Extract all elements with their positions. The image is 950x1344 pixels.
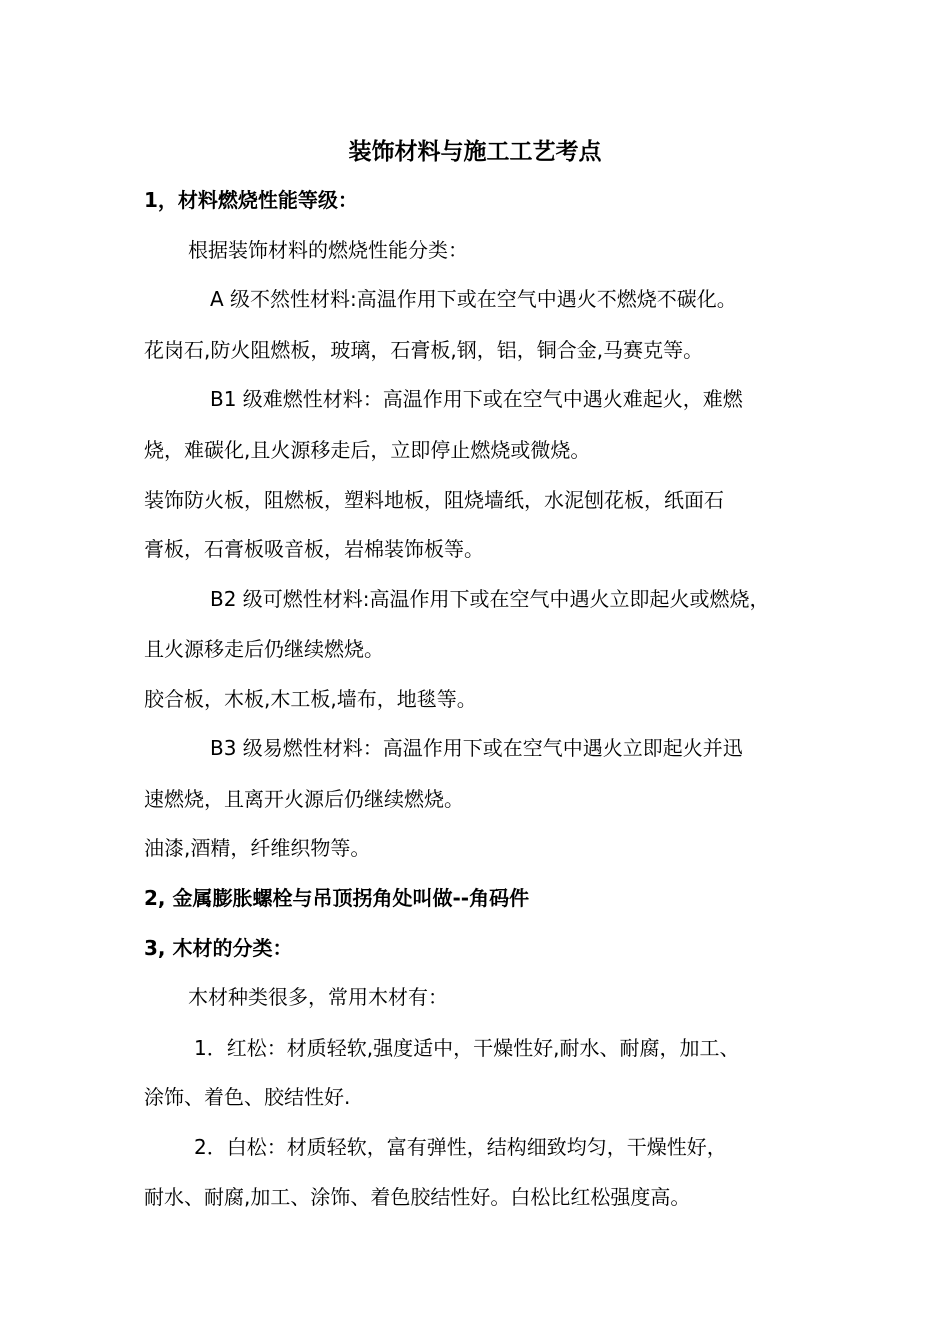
paragraph-line: B2 级可燃性材料:高温作用下或在空气中遇火立即起火或燃烧，: [210, 587, 770, 611]
paragraph-line: 耐水、耐腐,加工、涂饰、着色胶结性好。白松比红松强度高。: [144, 1185, 691, 1209]
paragraph-line: 且火源移走后仍继续燃烧。: [144, 637, 384, 661]
paragraph-line: B1 级难燃性材料：高温作用下或在空气中遇火难起火，难燃: [210, 387, 743, 411]
paragraph-line: 胶合板，木板,木工板,墙布，地毯等。: [144, 687, 477, 711]
list-item: 1．红松：材质轻软,强度适中，干燥性好,耐水、耐腐，加工、: [194, 1036, 740, 1060]
paragraph-line: 烧，难碳化,且火源移走后，立即停止燃烧或微烧。: [144, 438, 591, 462]
paragraph-line: 速燃烧，且离开火源后仍继续燃烧。: [144, 787, 464, 811]
paragraph-line: 涂饰、着色、胶结性好.: [144, 1085, 351, 1109]
paragraph-line: B3 级易燃性材料：高温作用下或在空气中遇火立即起火并迅: [210, 736, 743, 760]
section-heading-1: 1，材料燃烧性能等级：: [144, 188, 358, 212]
section-heading-2: 2, 金属膨胀螺栓与吊顶拐角处叫做--角码件: [144, 886, 530, 910]
paragraph-line: A 级不然性材料:高温作用下或在空气中遇火不燃烧不碳化。: [210, 287, 737, 311]
list-item: 2．白松：材质轻软，富有弹性，结构细致均匀，干燥性好，: [194, 1135, 727, 1159]
paragraph-line: 装饰防火板，阻燃板，塑料地板，阻烧墙纸，水泥刨花板，纸面石: [144, 488, 724, 512]
paragraph-line: 木材种类很多，常用木材有：: [188, 985, 448, 1009]
paragraph-line: 膏板，石膏板吸音板，岩棉装饰板等。: [144, 537, 484, 561]
paragraph-line: 油漆,酒精，纤维织物等。: [144, 836, 371, 860]
paragraph-line: 花岗石,防火阻燃板，玻璃，石膏板,钢，铝，铜合金,马赛克等。: [144, 338, 704, 362]
page-title: 装饰材料与施工工艺考点: [348, 139, 602, 165]
paragraph-line: 根据装饰材料的燃烧性能分类：: [188, 238, 468, 262]
section-heading-3: 3, 木材的分类：: [144, 936, 293, 960]
